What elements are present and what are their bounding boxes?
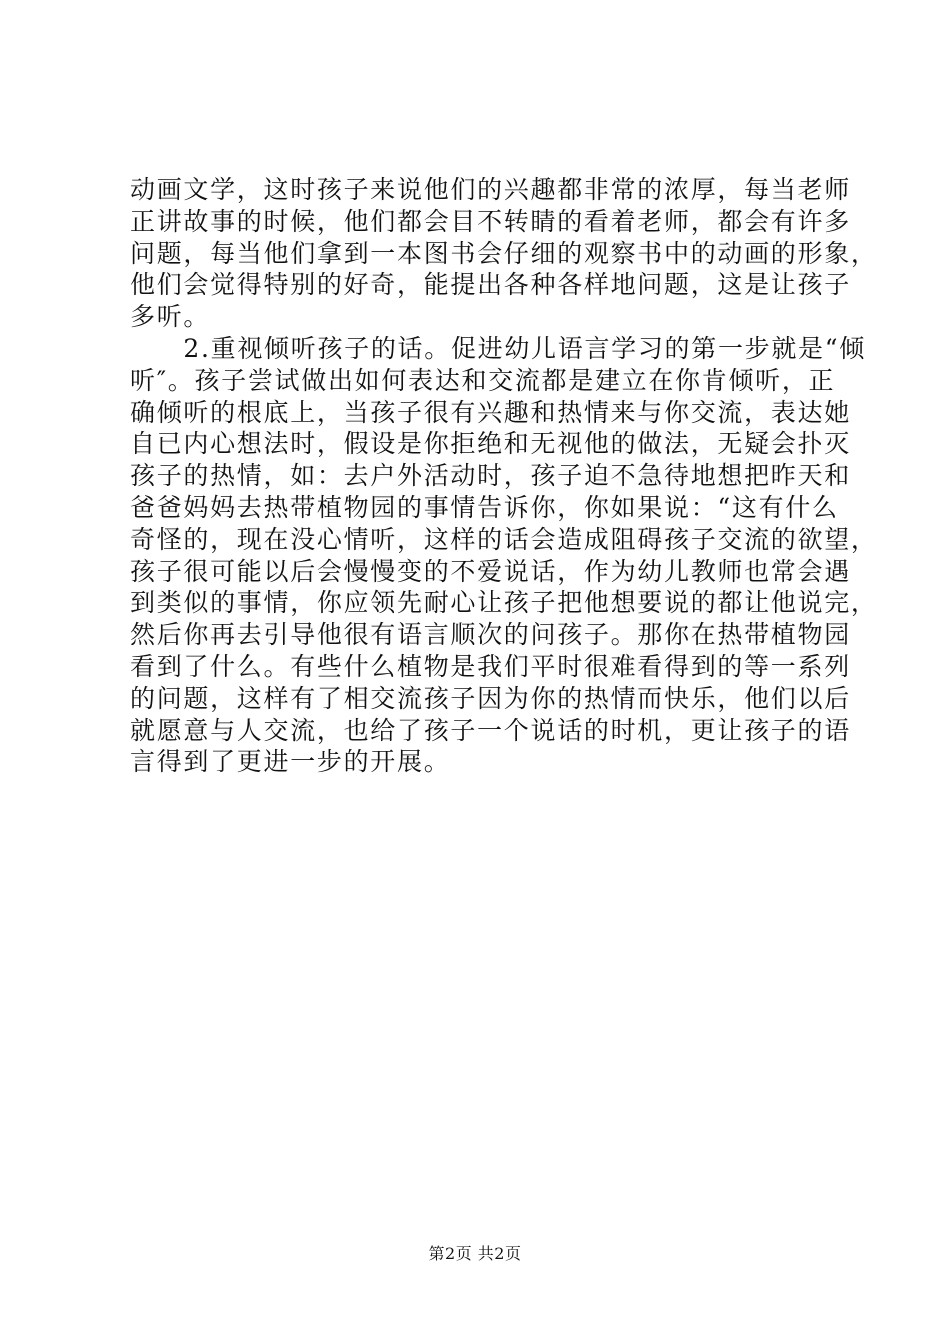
text-line: 动画文学，这时孩子来说他们的兴趣都非常的浓厚，每当老师 — [130, 175, 851, 204]
text-line: 的问题，这样有了相交流孩子因为你的热情而快乐，他们以后 — [130, 683, 851, 713]
page-footer: 第2页 共2页 — [428, 1244, 522, 1263]
text-line: 就愿意与人交流，也给了孩子一个说话的时机，更让孩子的语 — [130, 715, 851, 745]
text-line: 孩子的热情，如：去户外活动时，孩子迫不急待地想把昨天和 — [130, 461, 851, 491]
text-line: 2.重视倾听孩子的话。促进幼儿语言学习的第一步就是“倾 — [130, 333, 866, 363]
text-line: 看到了什么。有些什么植物是我们平时很难看得到的等一系列 — [130, 651, 851, 681]
text-line: 多听。 — [130, 302, 211, 332]
text-line: 正讲故事的时候，他们都会目不转睛的看着老师，都会有许多 — [130, 206, 851, 236]
text-line: 爸爸妈妈去热带植物园的事情告诉你，你如果说：“这有什么 — [130, 492, 839, 522]
text-line: 听″。孩子尝试做出如何表达和交流都是建立在你肯倾听，正 — [130, 365, 836, 395]
text-line: 他们会觉得特别的好奇，能提出各种各样地问题，这是让孩子 — [130, 270, 851, 300]
text-line: 然后你再去引导他很有语言顺次的问孩子。那你在热带植物园 — [130, 620, 851, 650]
text-line: 孩子很可能以后会慢慢变的不爱说话，作为幼儿教师也常会遇 — [130, 556, 851, 586]
text-line: 自已内心想法时，假设是你拒绝和无视他的做法，无疑会扑灭 — [130, 429, 851, 459]
text-line: 言得到了更进一步的开展。 — [130, 747, 451, 777]
text-line: 奇怪的，现在没心情听，这样的话会造成阻碍孩子交流的欲望， — [130, 524, 878, 554]
text-line: 到类似的事情，你应领先耐心让孩子把他想要说的都让他说完， — [130, 588, 878, 618]
text-line: 确倾听的根底上，当孩子很有兴趣和热情来与你交流，表达她 — [130, 397, 851, 427]
text-line: 问题，每当他们拿到一本图书会仔细的观察书中的动画的形象， — [130, 238, 878, 268]
body-text — [130, 174, 878, 778]
